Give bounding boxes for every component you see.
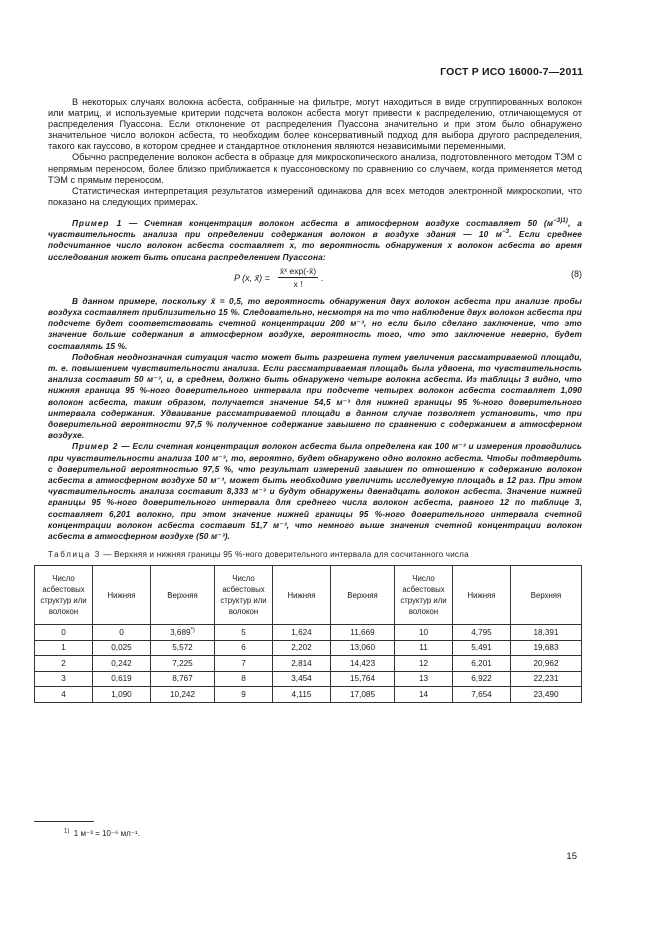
example-text: . Если среднее подсчитанное число волокон асбеста составляет <box>48 229 582 251</box>
table-cell: 14,423 <box>331 656 395 672</box>
table-cell: 17,085 <box>331 687 395 703</box>
table-cell: 7,654 <box>453 687 511 703</box>
table-cell: 4 <box>35 687 93 703</box>
table-cell: 13 <box>395 671 453 687</box>
table-cell: 15,764 <box>331 671 395 687</box>
table-cell: 6,201 <box>453 656 511 672</box>
table-cell: 11,669 <box>331 625 395 641</box>
example-label: Пример 1 <box>72 217 123 228</box>
formula-fraction <box>278 266 318 289</box>
table-cell: 10 <box>395 625 453 641</box>
mean-symbol: $\overline{x}$ <box>289 240 295 251</box>
table-cell: 2 <box>35 656 93 672</box>
table-cell: 6,922 <box>453 671 511 687</box>
table-cell: 3 <box>35 671 93 687</box>
table-row <box>35 640 582 656</box>
table-cell: 18,391 <box>511 625 582 641</box>
footnote-text: 1 м⁻³ = 10⁻⁶ мл⁻¹. <box>73 829 140 838</box>
table-cell: 11 <box>395 640 453 656</box>
superscript: −3 <box>501 229 510 236</box>
table-cell: 1,090 <box>93 687 151 703</box>
table-cell: 5,491 <box>453 640 511 656</box>
table-cell: 9 <box>215 687 273 703</box>
footnote-marker: 1) <box>64 828 70 835</box>
column-header: Нижняя <box>93 566 151 625</box>
column-header: Верхняя <box>151 566 215 625</box>
table-cell <box>151 625 215 641</box>
table-cell: 13,060 <box>331 640 395 656</box>
table-cell: 6 <box>215 640 273 656</box>
table-cell: 0,619 <box>93 671 151 687</box>
cell-value: 3,689 <box>170 627 191 637</box>
poisson-formula: P (x, x̄) = $\frac{\text{x̄ˣ exp(-x̄)}}{x !}$ . <box>234 266 324 290</box>
paragraph: В некоторых случаях волокна асбеста, собранные на фильтре, могут находиться в виде сгруппированных волокон или матриц, и используемые критерии подсчета волокон асбеста могут привести к распределению, отличающемуся от распределения Пуассона. Если отклонение от распределения Пуассона значительно и при этом было обнаружено значительное число волокон асбеста, то необходим более консервативный подход для выбора другого распределения, такого как гауссово, в котором среднее и стандартное отклонения являются независимыми переменными. <box>48 97 582 152</box>
example-label: Пример 2 <box>72 441 119 452</box>
table-cell: 19,683 <box>511 640 582 656</box>
example-text: — Если счетная концентрация волокон асбеста была определена как 100 м⁻³ и измерения проводились при чувствительности анализа 100 м⁻³, то, вероятно, будет обнаружено одно волокно асбеста. Чтобы подтвердить с доверительной вероятностью 97,5 %, что результат измерений завышен по отношению к содержанию волокон асбеста в атмосферном воздухе 50 м⁻³, может быть необходимо увеличить исследуемую площадь в 12 раз. При этом чувствительность анализа составит 8,333 м⁻³ и будут обнаружены двенадцать волокон асбеста. Значение нижней границы 95 %-ного доверительного интервала для среднего числа волокон асбеста, равного 12 по таблице 3, составляет 6,201 волокно, при этом значение нижней границы 95 %-ного доверительного интервала счетной концентрации волокон асбеста составит 51,7 м⁻³, что немного выше значения счетной концентрации волокон асбеста в атмосферном воздухе (50 м⁻³). <box>48 441 582 542</box>
formula-block <box>48 265 582 293</box>
column-header: Число асбестовых структур или волокон <box>35 566 93 625</box>
paragraph: Статистическая интерпретация результатов измерений одинакова для всех методов электронной микроскопии, что показано на следующих примерах. <box>48 185 582 207</box>
table-cell: 1,624 <box>273 625 331 641</box>
table-cell: 3,454 <box>273 671 331 687</box>
table-header-row <box>35 566 582 625</box>
column-header: Число асбестовых структур или волокон <box>395 566 453 625</box>
equation-number: (8) <box>571 268 582 279</box>
footnote <box>64 829 140 838</box>
table-row <box>35 687 582 703</box>
table-row <box>35 625 582 641</box>
standard-designation: ГОСТ Р ИСО 16000-7—2011 <box>440 66 583 78</box>
example-1-continued: В данном примере, поскольку x̄ = 0,5, то вероятность обнаружения двух волокон асбеста при анализе пробы воздуха составляет приблизительно 15 %. Следовательно, несмотря на то что наблюдение двух волокон асбеста при подсчете будет соответствовать счетной концентрации 200 м⁻³, но если было сделано заключение, что это значение больше содержания в атмосферном воздухе, вероятность того, что это заключение неверно, будет составлять 15 %. <box>48 295 582 351</box>
paragraph: Обычно распределение волокон асбеста в образце для микроскопического анализа, подготовленного методом ТЭМ с непрямым переносом, более близко приближается к пуассоновскому по сравнению со случаем, когда применяется метод ТЭМ с прямым переносом. <box>48 152 582 185</box>
column-header: Нижняя <box>273 566 331 625</box>
column-header: Число асбестовых структур или волокон <box>215 566 273 625</box>
table-caption-text: — Верхняя и нижняя границы 95 %-ного доверительного интервала для сосчитанного числа <box>100 550 469 560</box>
formula-denominator: x ! <box>293 279 303 290</box>
table-cell: 0,242 <box>93 656 151 672</box>
superscript: −3 <box>553 218 561 225</box>
example-1 <box>48 218 582 263</box>
table-cell: 0,025 <box>93 640 151 656</box>
table-caption <box>48 550 582 559</box>
formula-lhs: P (x, x̄) = <box>234 272 270 283</box>
table-cell: 7 <box>215 656 273 672</box>
table-cell: 0 <box>35 625 93 641</box>
page-body <box>40 97 582 703</box>
table-cell: 5,572 <box>151 640 215 656</box>
table-cell: 0 <box>93 625 151 641</box>
column-header: Верхняя <box>331 566 395 625</box>
table-cell: 20,962 <box>511 656 582 672</box>
table-cell: 5 <box>215 625 273 641</box>
footnote-divider <box>34 821 94 822</box>
table-cell: 10,242 <box>151 687 215 703</box>
column-header: Нижняя <box>453 566 511 625</box>
table-cell: 14 <box>395 687 453 703</box>
table-cell: 4,795 <box>453 625 511 641</box>
table-cell: 2,202 <box>273 640 331 656</box>
example-text: — Счетная концентрация волокон асбеста в атмосферном воздухе составляет 50 (м <box>122 217 554 228</box>
table-cell: 4,115 <box>273 687 331 703</box>
confidence-table <box>34 565 582 703</box>
table-row <box>35 671 582 687</box>
example-text: , то вероятность обнаружения x волокон асбеста во время исследования может быть описана распределением Пуассона: <box>48 240 582 262</box>
page-number: 15 <box>566 851 577 862</box>
table-caption-label: Таблица 3 <box>48 550 101 560</box>
table-cell: 7,225 <box>151 656 215 672</box>
table-cell: 8,767 <box>151 671 215 687</box>
table-cell: 12 <box>395 656 453 672</box>
table-cell: 8 <box>215 671 273 687</box>
example-2 <box>48 441 582 542</box>
table-cell: 1 <box>35 640 93 656</box>
example-text: , а чувствительность анализа при определении содержания волокон в воздухе здания — 10 м <box>48 217 582 240</box>
table-cell: 22,231 <box>511 671 582 687</box>
footnote-ref: )1) <box>560 218 569 225</box>
cell-note: *) <box>190 627 195 634</box>
table-cell: 23,490 <box>511 687 582 703</box>
table-row <box>35 656 582 672</box>
column-header: Верхняя <box>511 566 582 625</box>
formula-numerator: x̄ˣ exp(-x̄) <box>279 266 317 277</box>
example-1-continued: Подобная неоднозначная ситуация часто может быть разрешена путем увеличения рассматриваемой площади, т. е. повышением чувствительности анализа. Если рассматриваемая площадь была удвоена, то чувствительность анализа составит 50 м⁻³, и, в среднем, должно быть обнаружено четыре волокна асбеста. Из таблицы 3 видно, что нижняя граница 95 %-ного доверительного интервала при подсчете четырех волокон асбеста составляет 1,090 волокон асбеста, таким образом, получается значение 54,5 м⁻³ для нижней границы 95 %-ного доверительного интервала содержания. Удваивание рассматриваемой площади в данном случае позволяет установить, что при доверительной вероятности 97,5 % полученное содержание завышено по сравнению с содержанием в атмосферном воздухе. <box>48 351 582 441</box>
table-cell: 2,814 <box>273 656 331 672</box>
